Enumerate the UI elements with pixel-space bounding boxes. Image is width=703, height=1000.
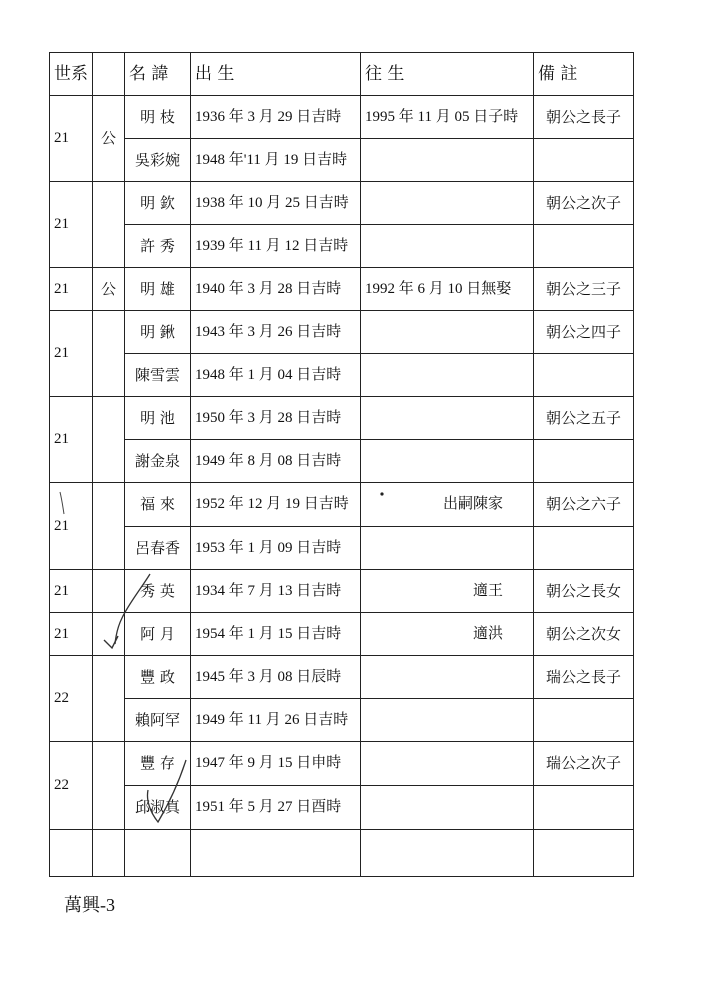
table-row	[50, 225, 634, 268]
generation-cell: 21	[50, 182, 93, 268]
death-cell	[361, 527, 534, 570]
birth-cell: 1949 年 8 月 08 日吉時	[191, 440, 361, 483]
name-cell: 明 枝	[125, 96, 191, 139]
table-row	[50, 483, 634, 527]
remark-cell	[534, 527, 634, 570]
remark-cell	[534, 139, 634, 182]
death-cell	[361, 656, 534, 699]
birth-cell: 1943 年 3 月 26 日吉時	[191, 311, 361, 354]
header-birth: 出 生	[191, 53, 361, 96]
generation-cell: 21	[50, 397, 93, 483]
gong-cell	[93, 613, 125, 656]
gong-cell	[93, 570, 125, 613]
gong-cell	[93, 182, 125, 268]
remark-cell: 瑞公之次子	[534, 742, 634, 786]
table-row	[50, 699, 634, 742]
table-row	[50, 440, 634, 483]
remark-cell: 朝公之次子	[534, 182, 634, 225]
gong-cell	[93, 742, 125, 830]
gong-cell: 公	[93, 96, 125, 182]
table-row	[50, 354, 634, 397]
empty-cell	[93, 830, 125, 877]
header-remark: 備 註	[534, 53, 634, 96]
empty-cell	[361, 830, 534, 877]
remark-cell: 朝公之六子	[534, 483, 634, 527]
header-generation: 世系	[50, 53, 93, 96]
gong-cell	[93, 656, 125, 742]
name-cell: 阿 月	[125, 613, 191, 656]
table-header-row	[50, 53, 634, 96]
death-cell	[361, 699, 534, 742]
empty-cell	[50, 830, 93, 877]
name-cell: 謝金泉	[125, 440, 191, 483]
table-row	[50, 656, 634, 699]
birth-cell: 1938 年 10 月 25 日吉時	[191, 182, 361, 225]
birth-cell: 1939 年 11 月 12 日吉時	[191, 225, 361, 268]
generation-cell: 21	[50, 483, 93, 570]
gong-cell	[93, 397, 125, 483]
death-cell: 出嗣陳家	[361, 483, 534, 527]
death-cell	[361, 786, 534, 830]
remark-cell: 朝公之長女	[534, 570, 634, 613]
name-cell: 福 來	[125, 483, 191, 527]
birth-cell: 1948 年 1 月 04 日吉時	[191, 354, 361, 397]
death-cell	[361, 354, 534, 397]
birth-cell: 1947 年 9 月 15 日申時	[191, 742, 361, 786]
name-cell: 明 池	[125, 397, 191, 440]
name-cell: 豐 政	[125, 656, 191, 699]
table-row	[50, 786, 634, 830]
death-cell	[361, 397, 534, 440]
table-row	[50, 397, 634, 440]
name-cell: 邱淑真	[125, 786, 191, 830]
header-blank	[93, 53, 125, 96]
birth-cell: 1951 年 5 月 27 日酉時	[191, 786, 361, 830]
empty-cell	[125, 830, 191, 877]
header-name: 名 諱	[125, 53, 191, 96]
table-row	[50, 570, 634, 613]
remark-cell: 朝公之長子	[534, 96, 634, 139]
death-cell	[361, 742, 534, 786]
header-death: 往 生	[361, 53, 534, 96]
death-cell	[361, 139, 534, 182]
birth-cell: 1953 年 1 月 09 日吉時	[191, 527, 361, 570]
birth-cell: 1945 年 3 月 08 日辰時	[191, 656, 361, 699]
death-cell	[361, 225, 534, 268]
name-cell: 豐 存	[125, 742, 191, 786]
birth-cell: 1952 年 12 月 19 日吉時	[191, 483, 361, 527]
name-cell: 許 秀	[125, 225, 191, 268]
remark-cell	[534, 225, 634, 268]
remark-cell: 朝公之四子	[534, 311, 634, 354]
birth-cell: 1936 年 3 月 29 日吉時	[191, 96, 361, 139]
generation-cell: 22	[50, 742, 93, 830]
table-row	[50, 268, 634, 311]
table-row	[50, 96, 634, 139]
table-row	[50, 139, 634, 182]
table-row	[50, 527, 634, 570]
generation-cell: 21	[50, 96, 93, 182]
table-row	[50, 613, 634, 656]
gong-cell	[93, 483, 125, 570]
death-cell: 1995 年 11 月 05 日子時	[361, 96, 534, 139]
name-cell: 陳雪雲	[125, 354, 191, 397]
remark-cell	[534, 699, 634, 742]
death-cell: 適王	[361, 570, 534, 613]
birth-cell: 1948 年'11 月 19 日吉時	[191, 139, 361, 182]
table-row	[50, 311, 634, 354]
birth-cell: 1949 年 11 月 26 日吉時	[191, 699, 361, 742]
death-cell	[361, 311, 534, 354]
generation-cell: 22	[50, 656, 93, 742]
name-cell: 明 鍬	[125, 311, 191, 354]
remark-cell: 朝公之五子	[534, 397, 634, 440]
remark-cell: 朝公之三子	[534, 268, 634, 311]
death-cell: 適洪	[361, 613, 534, 656]
death-cell	[361, 182, 534, 225]
name-cell: 明 雄	[125, 268, 191, 311]
remark-cell: 朝公之次女	[534, 613, 634, 656]
name-cell: 呂春香	[125, 527, 191, 570]
birth-cell: 1950 年 3 月 28 日吉時	[191, 397, 361, 440]
gong-cell	[93, 311, 125, 397]
remark-cell: 瑞公之長子	[534, 656, 634, 699]
table-row-empty	[50, 830, 634, 877]
birth-cell: 1940 年 3 月 28 日吉時	[191, 268, 361, 311]
death-cell: 1992 年 6 月 10 日無娶	[361, 268, 534, 311]
remark-cell	[534, 354, 634, 397]
empty-cell	[534, 830, 634, 877]
generation-cell: 21	[50, 311, 93, 397]
remark-cell	[534, 786, 634, 830]
birth-cell: 1954 年 1 月 15 日吉時	[191, 613, 361, 656]
page-footer: 萬興-3	[64, 895, 115, 915]
name-cell: 賴阿罕	[125, 699, 191, 742]
generation-cell: 21	[50, 613, 93, 656]
empty-cell	[191, 830, 361, 877]
birth-cell: 1934 年 7 月 13 日吉時	[191, 570, 361, 613]
name-cell: 明 欽	[125, 182, 191, 225]
death-cell	[361, 440, 534, 483]
generation-cell: 21	[50, 570, 93, 613]
gong-cell: 公	[93, 268, 125, 311]
name-cell: 秀 英	[125, 570, 191, 613]
name-cell: 吳彩婉	[125, 139, 191, 182]
remark-cell	[534, 440, 634, 483]
generation-cell: 21	[50, 268, 93, 311]
table-row	[50, 742, 634, 786]
genealogy-table	[49, 52, 634, 877]
table-row	[50, 182, 634, 225]
